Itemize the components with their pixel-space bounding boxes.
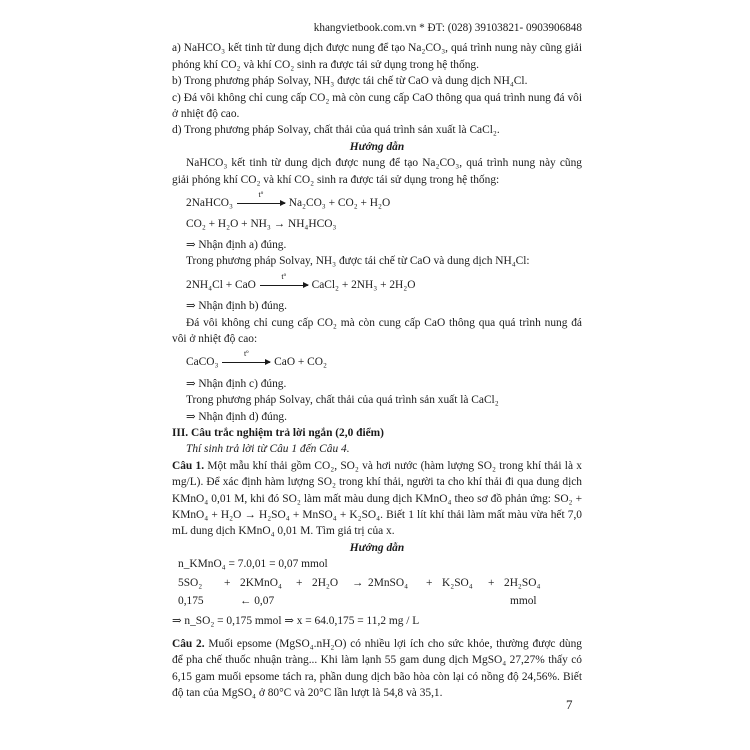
reaction-term: 2KMnO₄	[240, 576, 282, 589]
sol-intro-a: NaHCO₃ kết tinh từ dung dịch được nung để tạo Na₂CO₃, quá trình nung này cũng giải phóng khí CO₂ và khí CO₂ sinh ra được tái sử dụng trong hệ thống:	[172, 157, 582, 186]
heat-arrow	[236, 190, 286, 211]
eq1-right: Na₂CO₃ + CO₂ + H₂O	[288, 197, 391, 210]
heat-symbol: tº	[243, 349, 249, 359]
eq1-left: 2NaHCO₃	[186, 197, 233, 210]
q1-mole-line: n_KMnO₄ = 7.0,01 = 0,07 mmol	[178, 558, 328, 571]
question-2-text: Muối epsome (MgSO₄.nH₂O) có nhiều lợi ích cho sức khỏe, thường được dùng để pha chế thuốc nhuận tràng... Khi làm lạnh 55 gam dung dịch MgSO₄ 27,27% thấy có 6,15 gam muối epsome tách ra, phần dung dịch bão hòa còn lại có nồng độ 24,56%. Biết độ tan của MgSO₄ ở 80°C và 20°C lần lượt là 54,8 và 35,1.	[172, 637, 582, 700]
q1-guide-heading: Hướng dẫn	[349, 541, 405, 554]
reaction-term: 2H₂SO₄	[504, 576, 541, 589]
sol-intro-b: Trong phương pháp Solvay, NH₃ được tái chế từ CaO và dung dịch NH₄Cl:	[186, 255, 530, 268]
reaction-term: +	[296, 576, 303, 589]
ratio-value: ← 0,07	[240, 595, 275, 607]
eq3-left: 2NH₄Cl + CaO	[186, 278, 256, 291]
ratio-value: 0,175	[178, 595, 204, 607]
question-2	[172, 636, 582, 702]
reaction-term: +	[488, 576, 495, 589]
book-page	[172, 20, 582, 701]
eq4-right: CaO + CO₂	[274, 356, 327, 369]
option-a: a) NaHCO₃ kết tinh từ dung dịch được nung để tạo Na₂CO₃, quá trình nung này cũng giải phóng khí CO₂ và khí CO₂ sinh ra được tái sử dụng trong hệ thống.	[172, 42, 582, 71]
equation-4	[186, 349, 582, 370]
question-1-label: Câu 1.	[172, 459, 205, 472]
heat-symbol: tº	[281, 271, 287, 281]
section-subtitle: Thí sinh trả lời từ Câu 1 đến Câu 4.	[186, 443, 350, 456]
equation-3	[186, 271, 582, 293]
eq4-left: CaCO₃	[186, 356, 219, 369]
section-title: III. Câu trắc nghiệm trả lời ngắn (2,0 điểm)	[172, 426, 384, 439]
heat-arrow	[259, 271, 309, 293]
reaction-term: +	[426, 576, 433, 589]
q1-result: ⇒ n_SO₂ = 0,175 mmol ⇒ x = 64.0,175 = 11,2 mg / L	[172, 615, 420, 628]
option-b: b) Trong phương pháp Solvay, NH₃ được tái chế từ CaO và dung dịch NH₄Cl.	[172, 75, 528, 88]
heat-arrow	[221, 349, 271, 370]
question-1-text: Một mẫu khí thải gồm CO₂, SO₂ và hơi nước (hàm lượng SO₂ trong khí thải là x mg/L). Để xác định hàm lượng SO₂ trong khí thải, người ta cho khí thải đi qua dung dịch KMnO₄ 0,01 M, khi đó SO₂ làm mất màu dung dịch KMnO₄ theo sơ đồ phản ứng: SO₂ + KMnO₄ + H₂O → H₂SO₄ + MnSO₄ + K₂SO₄. Biết 1 lít khí thải làm mất màu vừa hết 7,0 mL dung dịch KMnO₄ 0,01 M. Tìm giá trị của x.	[172, 459, 583, 538]
sol-intro-d: Trong phương pháp Solvay, chất thải của quá trình sản xuất là CaCl₂	[186, 394, 499, 407]
equation-2: CO₂ + H₂O + NH₃ → NH₄HCO₃	[186, 218, 337, 231]
ratio-unit: mmol	[510, 595, 537, 607]
reaction-term: 2H₂O	[312, 576, 339, 589]
question-2-label: Câu 2.	[172, 637, 205, 650]
conclusion-b: ⇒ Nhận định b) đúng.	[186, 300, 287, 313]
option-d: d) Trong phương pháp Solvay, chất thải của quá trình sản xuất là CaCl₂.	[172, 124, 500, 137]
q1-reaction	[178, 575, 582, 591]
conclusion-c: ⇒ Nhận định c) đúng.	[186, 377, 287, 390]
page-header: khangvietbook.com.vn * ĐT: (028) 39103821- 0903906848	[313, 22, 582, 34]
conclusion-a: ⇒ Nhận định a) đúng.	[186, 238, 287, 251]
page-number: 7	[566, 697, 573, 712]
guide-heading: Hướng dẫn	[349, 140, 405, 153]
equation-1	[186, 190, 582, 211]
heat-symbol: tº	[258, 190, 264, 200]
conclusion-d: ⇒ Nhận định d) đúng.	[186, 410, 287, 423]
reaction-term: K₂SO₄	[442, 576, 473, 589]
eq3-right: CaCl₂ + 2NH₃ + 2H₂O	[311, 278, 416, 291]
q1-ratio-row	[178, 593, 582, 609]
question-1	[172, 458, 582, 540]
reaction-term: 2MnSO₄	[368, 576, 409, 589]
reaction-term: →	[352, 576, 364, 589]
reaction-term: +	[224, 576, 231, 589]
option-c: c) Đá vôi không chỉ cung cấp CO₂ mà còn cung cấp CaO thông qua quá trình nung đá vôi ở nhiệt độ cao.	[172, 91, 582, 121]
sol-intro-c: Đá vôi không chỉ cung cấp CO₂ mà còn cung cấp CaO thông qua quá trình nung đá vôi ở nhiệt độ cao:	[172, 316, 582, 345]
reaction-term: 5SO₂	[178, 576, 203, 589]
